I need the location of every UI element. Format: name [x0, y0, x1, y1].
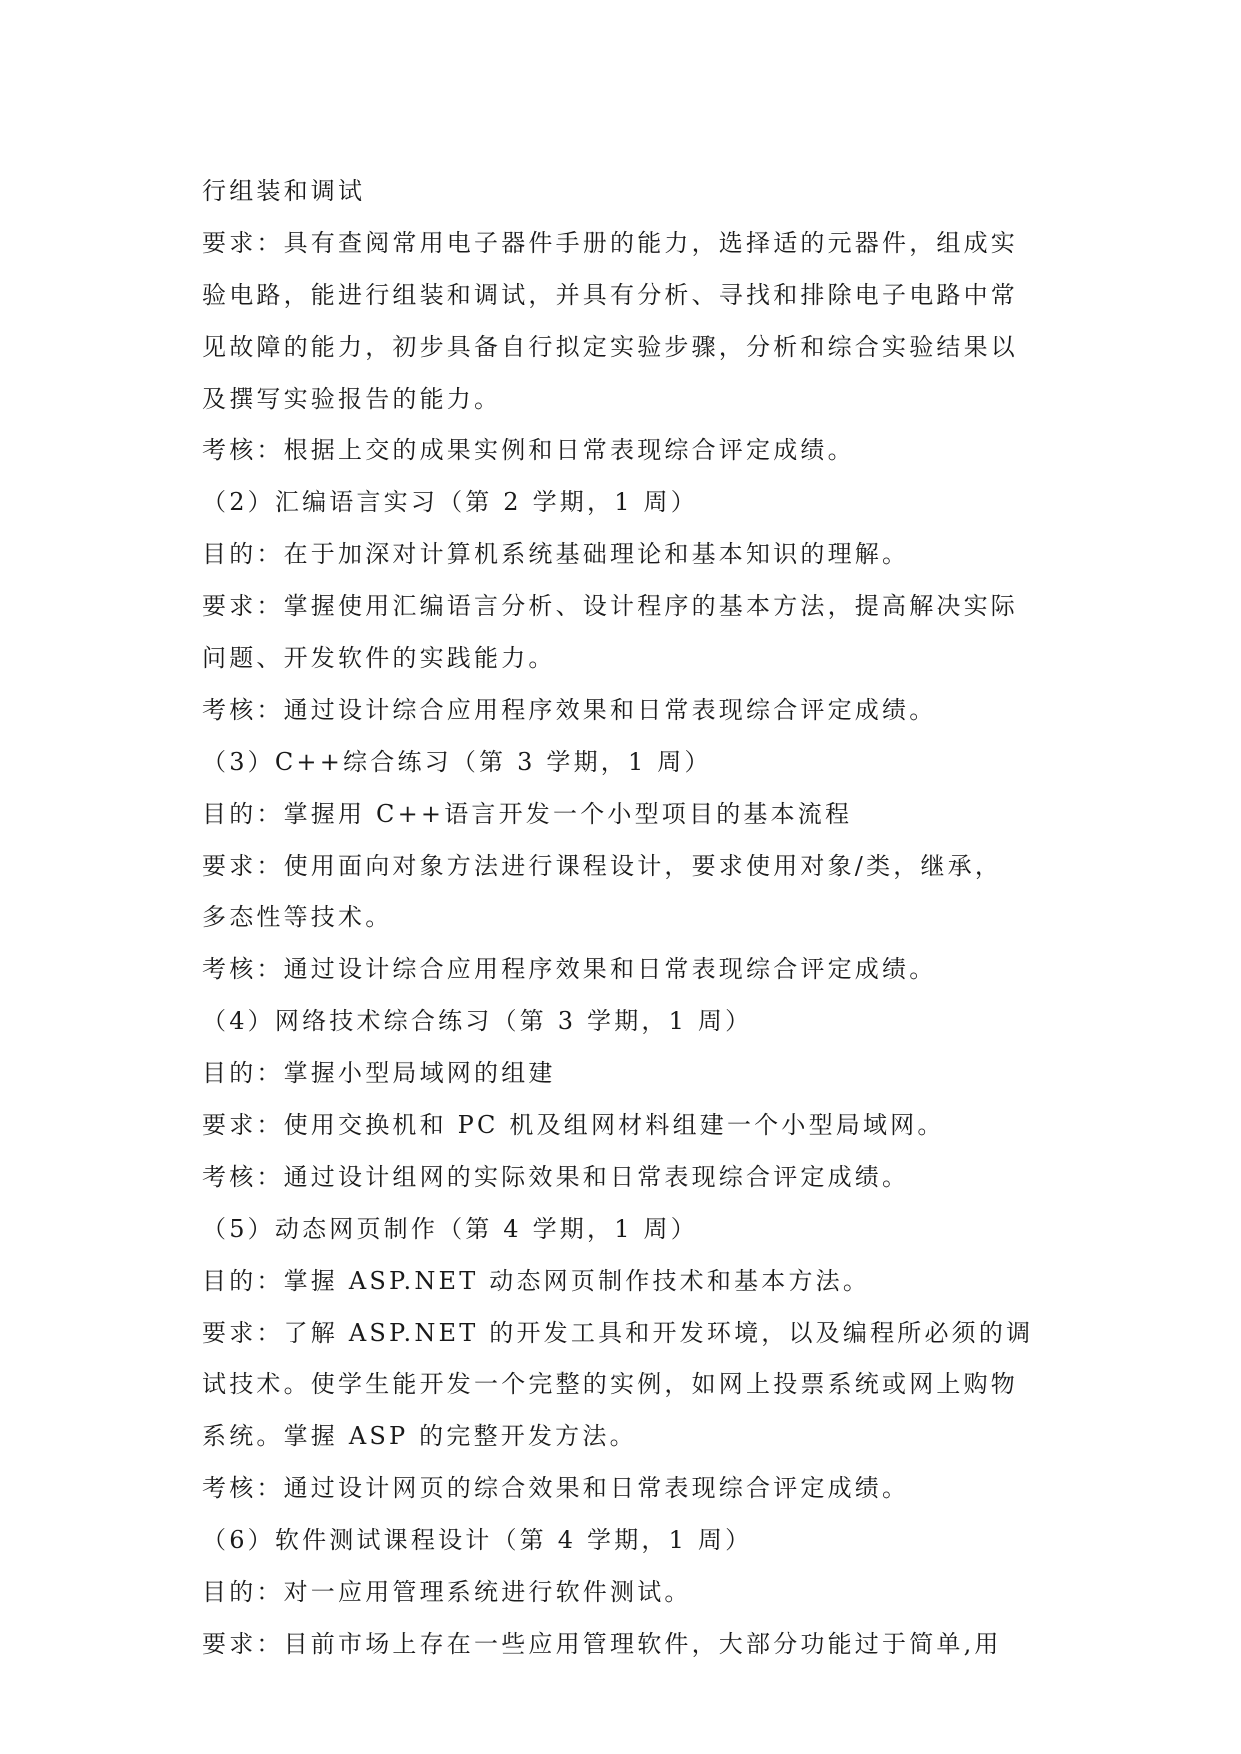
- text-line: 目的：掌握小型局域网的组建: [202, 1059, 556, 1088]
- section-heading: （4）网络技术综合练习（第 3 学期，1 周）: [202, 1007, 753, 1036]
- text-line: 验电路，能进行组装和调试，并具有分析、寻找和排除电子电路中常: [202, 280, 1018, 309]
- text-line: 要求：目前市场上存在一些应用管理软件，大部分功能过于简单,用: [202, 1629, 1002, 1658]
- text-line: 试技术。使学生能开发一个完整的实例，如网上投票系统或网上购物: [202, 1370, 1018, 1399]
- text-line: 考核：根据上交的成果实例和日常表现综合评定成绩。: [202, 436, 855, 465]
- text-line: 考核：通过设计综合应用程序效果和日常表现综合评定成绩。: [202, 695, 937, 724]
- text-line: 考核：通过设计综合应用程序效果和日常表现综合评定成绩。: [202, 955, 937, 984]
- section-heading: （3）C++综合练习（第 3 学期，1 周）: [202, 747, 712, 776]
- text-line: 系统。掌握 ASP 的完整开发方法。: [202, 1422, 637, 1451]
- text-line: 要求：使用交换机和 PC 机及组网材料组建一个小型局域网。: [202, 1111, 945, 1140]
- text-line: 考核：通过设计网页的综合效果和日常表现综合评定成绩。: [202, 1474, 910, 1503]
- text-line: 见故障的能力，初步具备自行拟定实验步骤，分析和综合实验结果以: [202, 332, 1018, 361]
- text-line: 要求：使用面向对象方法进行课程设计，要求使用对象/类，继承，: [202, 851, 1003, 880]
- text-line: 考核：通过设计组网的实际效果和日常表现综合评定成绩。: [202, 1162, 910, 1191]
- text-line: 目的：掌握 ASP.NET 动态网页制作技术和基本方法。: [202, 1266, 871, 1295]
- document-body: [202, 166, 1042, 1671]
- section-heading: （2）汇编语言实习（第 2 学期，1 周）: [202, 488, 698, 517]
- text-line: 要求：了解 ASP.NET 的开发工具和开发环境，以及编程所必须的调: [202, 1318, 1034, 1347]
- text-line: 多态性等技术。: [202, 903, 393, 932]
- text-line: 目的：在于加深对计算机系统基础理论和基本知识的理解。: [202, 540, 910, 569]
- text-line: 要求：具有查阅常用电子器件手册的能力，选择适的元器件，组成实: [202, 228, 1018, 257]
- text-line: 要求：掌握使用汇编语言分析、设计程序的基本方法，提高解决实际: [202, 592, 1018, 621]
- text-line: 问题、开发软件的实践能力。: [202, 644, 556, 673]
- section-heading: （6）软件测试课程设计（第 4 学期，1 周）: [202, 1526, 753, 1555]
- text-line: 目的：掌握用 C++语言开发一个小型项目的基本流程: [202, 799, 853, 828]
- section-heading: （5）动态网页制作（第 4 学期，1 周）: [202, 1214, 698, 1243]
- text-line: 行组装和调试: [202, 177, 366, 205]
- text-line: 及撰写实验报告的能力。: [202, 384, 502, 413]
- text-line: 目的：对一应用管理系统进行软件测试。: [202, 1578, 692, 1607]
